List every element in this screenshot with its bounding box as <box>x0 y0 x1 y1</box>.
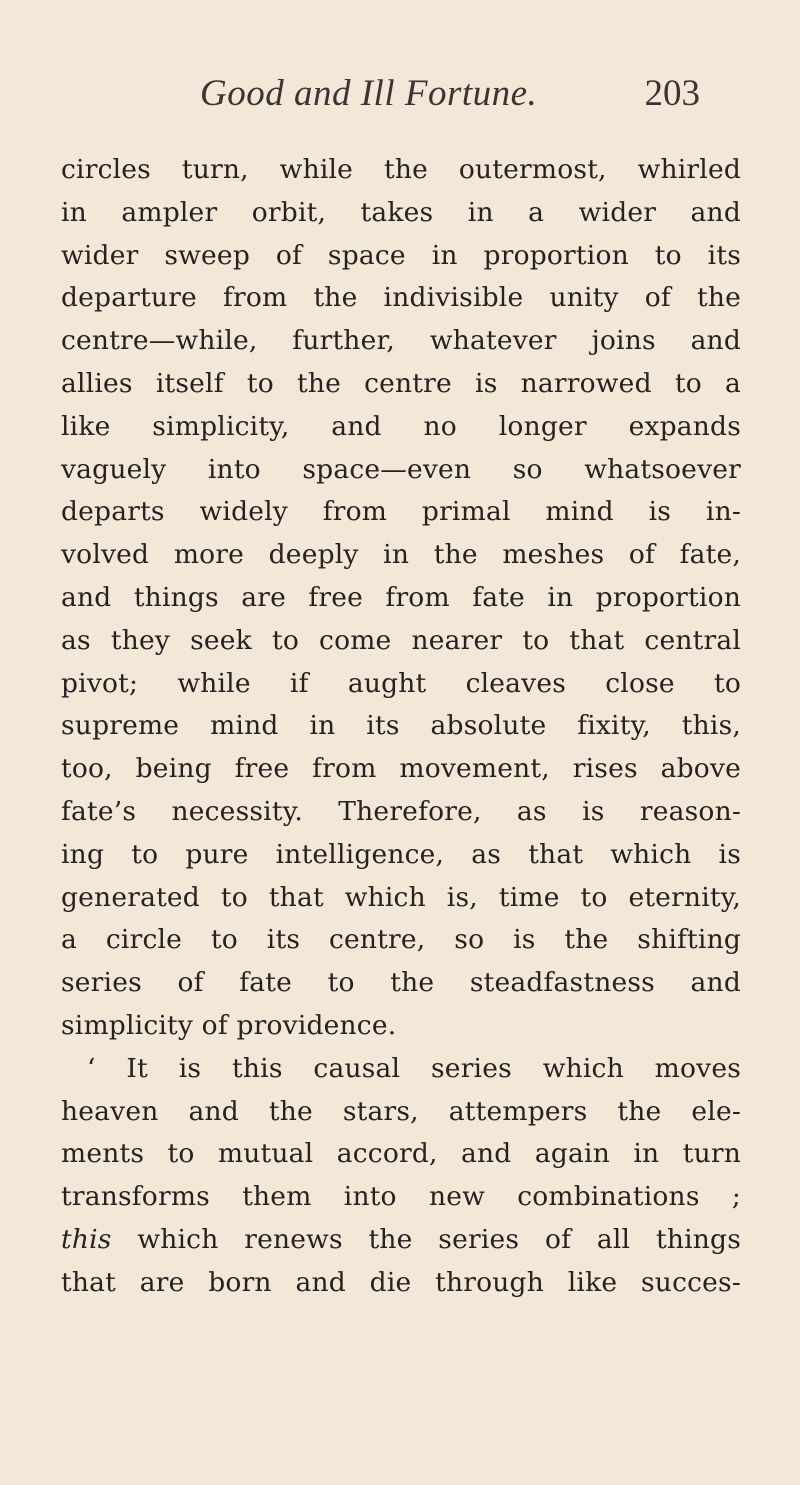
text-line: a circle to its centre, so is the shifting <box>61 924 741 956</box>
text-line: circles turn, while the outermost, whirled <box>61 154 741 185</box>
text-line: too, being free from movement, rises above <box>61 753 741 785</box>
text-line: centre—while, further, whatever joins and <box>61 325 741 357</box>
page-number: 203 <box>644 73 700 114</box>
text-line: supreme mind in its absolute fixity, this, <box>61 710 741 742</box>
text-line: like simplicity, and no longer expands <box>61 410 741 442</box>
text-line: in ampler orbit, takes in a wider and <box>61 196 741 228</box>
paragraph-end-line: simplicity of providence. <box>61 1009 397 1041</box>
paragraph-start-line: ‘ It is this causal series which moves <box>87 1052 741 1084</box>
text-line: generated to that which is, time to eternity, <box>61 881 741 913</box>
text-line-with-italic <box>61 1219 741 1262</box>
text-line: volved more deeply in the meshes of fate, <box>61 539 741 571</box>
text-line: ing to pure intelligence, as that which is <box>61 838 741 870</box>
text-line: that are born and die through like succes- <box>61 1266 741 1298</box>
italic-word: this <box>61 1223 112 1255</box>
text-line: wider sweep of space in proportion to its <box>61 239 741 271</box>
text-line: departure from the indivisible unity of the <box>61 282 741 314</box>
text-line-rest: which renews the series of all things <box>111 1223 741 1255</box>
running-head <box>200 72 700 132</box>
text-line: departs widely from primal mind is in- <box>61 496 741 528</box>
text-line: vaguely into space—even so whatsoever <box>61 453 741 485</box>
text-line: fate’s necessity. Therefore, as is reason- <box>61 795 741 827</box>
text-line: allies itself to the centre is narrowed to a <box>61 367 741 399</box>
text-line: heaven and the stars, attempers the ele- <box>61 1095 741 1127</box>
text-line: ments to mutual accord, and again in turn <box>61 1138 741 1170</box>
running-title: Good and Ill Fortune. <box>200 73 538 114</box>
text-line: as they seek to come nearer to that central <box>61 624 741 656</box>
text-line: and things are free from fate in proportion <box>61 581 741 613</box>
text-line: pivot; while if aught cleaves close to <box>61 667 741 699</box>
body-text <box>61 149 741 1305</box>
text-line: series of fate to the steadfastness and <box>61 967 741 999</box>
text-line: transforms them into new combinations ; <box>61 1181 741 1213</box>
